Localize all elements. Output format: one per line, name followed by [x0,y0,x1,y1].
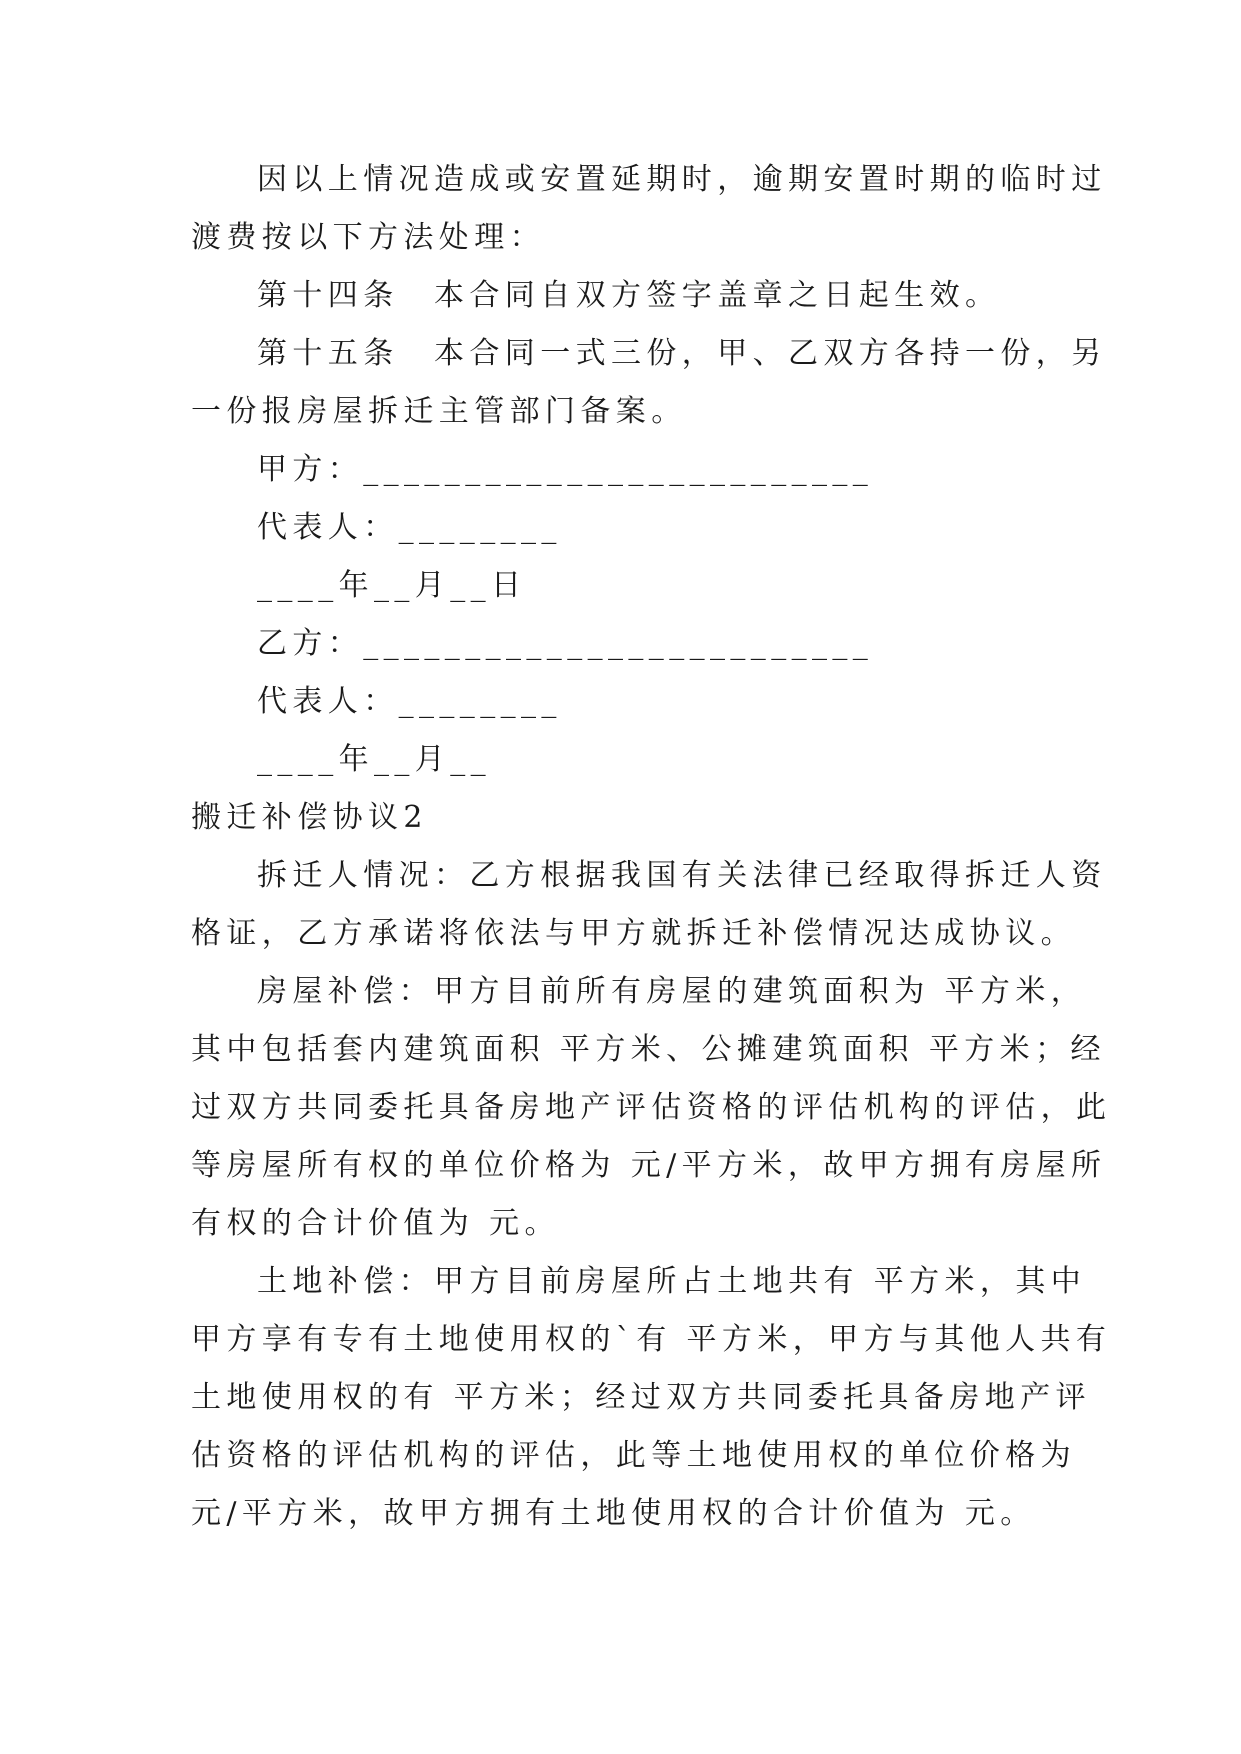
paragraph-line: 等房屋所有权的单位价格为 元/平方米，故甲方拥有房屋所 [191,1148,1107,1183]
paragraph-line: 其中包括套内建筑面积 平方米、公摊建筑面积 平方米；经 [191,1032,1106,1067]
party-a-date-line: ____年__月__日 [257,568,527,603]
paragraph-line: 甲方享有专有土地使用权的`有 平方米，甲方与其他人共有 [191,1322,1112,1357]
paragraph-line: 因以上情况造成或安置延期时，逾期安置时期的临时过 [257,162,1107,197]
paragraph-line: 格证，乙方承诺将依法与甲方就拆迁补偿情况达成协议。 [191,916,1076,951]
paragraph-line: 房屋补偿：甲方目前所有房屋的建筑面积为 平方米， [257,974,1087,1009]
paragraph-line: 土地补偿：甲方目前房屋所占土地共有 平方米，其中 [257,1264,1087,1299]
party-b-representative-line: 代表人：________ [257,684,562,719]
paragraph-line: 有权的合计价值为 元。 [191,1206,560,1241]
article-14: 第十四条 本合同自双方签字盖章之日起生效。 [257,278,1001,313]
party-b-date-line: ____年__月__ [257,742,491,777]
paragraph-line: 渡费按以下方法处理： [191,220,545,255]
paragraph-line: 估资格的评估机构的评估，此等土地使用权的单位价格为 [191,1438,1076,1473]
paragraph-line: 一份报房屋拆迁主管部门备案。 [191,394,687,429]
paragraph-line: 过双方共同委托具备房地产评估资格的评估机构的评估，此 [191,1090,1112,1125]
party-a-representative-line: 代表人：________ [257,510,562,545]
article-15: 第十五条 本合同一式三份，甲、乙双方各持一份，另 [257,336,1107,371]
paragraph-line: 元/平方米，故甲方拥有土地使用权的合计价值为 元。 [191,1496,1036,1531]
party-b-signature-line: 乙方：_________________________ [257,626,874,661]
paragraph-line: 土地使用权的有 平方米；经过双方共同委托具备房地产评 [191,1380,1091,1415]
section-heading: 搬迁补偿协议2 [191,800,428,835]
paragraph-line: 拆迁人情况：乙方根据我国有关法律已经取得拆迁人资 [257,858,1107,893]
party-a-signature-line: 甲方：_________________________ [257,452,874,487]
